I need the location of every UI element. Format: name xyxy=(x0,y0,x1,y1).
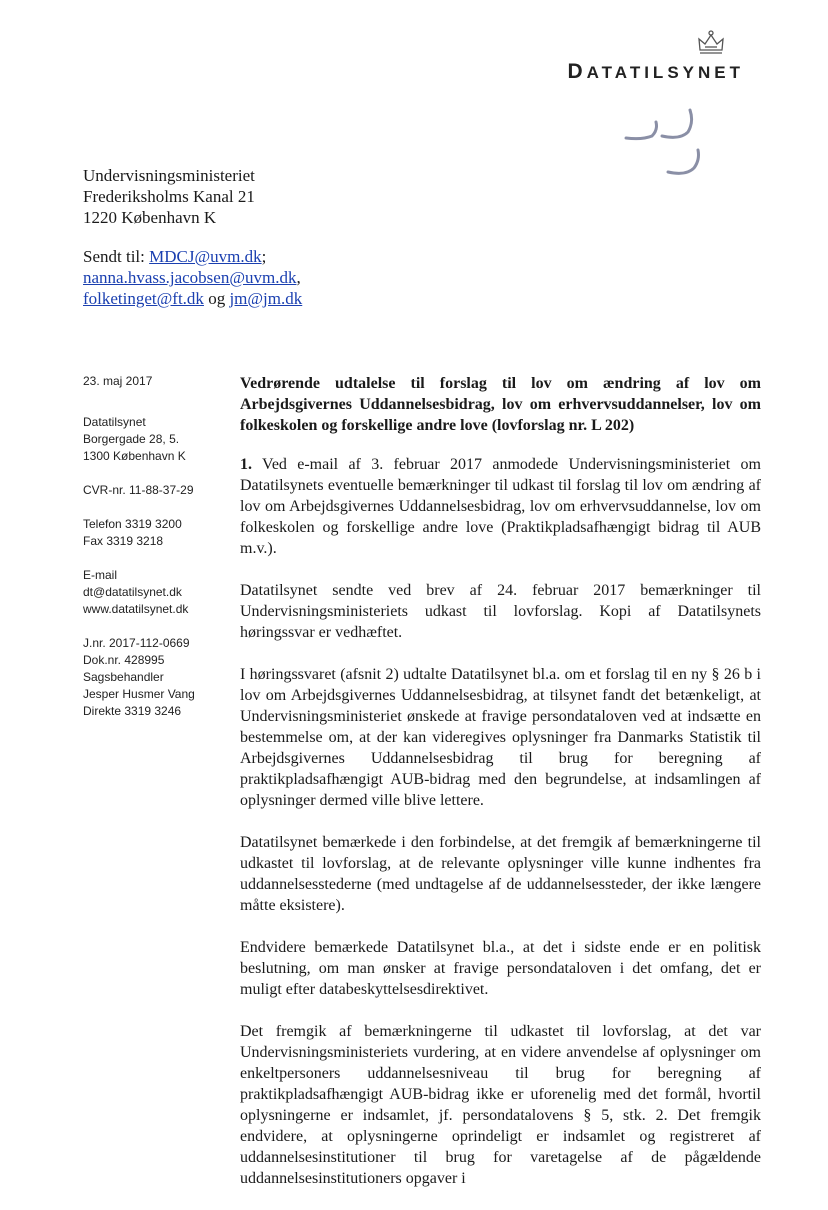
paragraph-1: 1. Ved e-mail af 3. februar 2017 anmodede Undervisningsministeriet om Datatilsynets eventuelle bemærkninger til udkast til forslag til lov om ændring af lov om Arbejdsgivernes Uddannelsesbidrag, lov om erhvervsuddannelse, lov om folkeskolen og forskellige andre love (Praktikpladsafhængigt bidrag til AUB m.v.). xyxy=(240,456,761,557)
org-city: 1300 København K xyxy=(83,449,186,463)
paragraph-2: Datatilsynet sendte ved brev af 24. februar 2017 bemærkninger til Undervisningsministeriets udkast til lovforslag. Kopi af Datatilsynets høringssvar er vedhæftet. xyxy=(240,582,761,641)
journal-number: J.nr. 2017-112-0669 xyxy=(83,636,190,650)
paragraph-4: Datatilsynet bemærkede i den forbindelse, at det fremgik af bemærkningerne til udkastet til lovforslag, at de relevante oplysninger ville kunne indhentes fra uddannelsesstederne (med undtagelse af de uddannelsessteder, der ikke længere måtte eksistere). xyxy=(240,834,761,914)
email-label: E-mail xyxy=(83,568,118,582)
sender-sidebar xyxy=(83,373,233,737)
paragraph-6: Det fremgik af bemærkningerne til udkastet til lovforslag, at det var Undervisningsministeriets vurdering, at en videre anvendelse af oplysninger om enkeltpersoners uddannelsesniveau til brug for beregning af praktikpladsafhængigt AUB-bidrag ikke er uforenelig med det formål, hvortil oplysningerne er indsamlet, jf. persondatalovens § 5, stk. 2. Det fremgik endvidere, at oplysningerne oprindeligt er indsamlet og registreret af uddannelsesinstitutioner til brug for varetagelse af de pågældende uddannelsesinstitutioners opgaver i xyxy=(240,1023,761,1187)
handler-label: Sagsbehandler xyxy=(83,670,164,684)
phone: Telefon 3319 3200 xyxy=(83,517,182,531)
recipient-city: 1220 København K xyxy=(83,208,217,227)
org-email: dt@datatilsynet.dk xyxy=(83,585,182,599)
cvr-number: CVR-nr. 11-88-37-29 xyxy=(83,483,194,497)
document-number: Dok.nr. 428995 xyxy=(83,653,165,667)
letter-body xyxy=(240,373,761,1210)
crown-icon xyxy=(696,30,726,56)
section-number: 1. xyxy=(240,456,252,473)
letter-title: Vedrørende udtalelse til forslag til lov om ændring af lov om Arbejdsgivernes Uddannelsesbidrag, lov om erhvervsuddannelser, lov om folkeskolen og forskellige andre love (lovforslag nr. L 202) xyxy=(240,375,761,434)
recipient-street: Frederiksholms Kanal 21 xyxy=(83,187,255,206)
letter-date: 23. maj 2017 xyxy=(83,374,153,388)
direct-phone: Direkte 3319 3246 xyxy=(83,704,182,718)
handler-name: Jesper Husmer Vang xyxy=(83,687,195,701)
org-name: Datatilsynet xyxy=(83,415,146,429)
letterhead-logo xyxy=(514,30,744,84)
sent-to: Sendt til: MDCJ@uvm.dk; nanna.hvass.jacobsen@uvm.dk, folketinget@ft.dk og jm@jm.dk xyxy=(83,247,303,308)
email-link-jm[interactable]: jm@jm.dk xyxy=(229,289,303,308)
pen-marks xyxy=(622,100,732,180)
recipient-address xyxy=(83,165,255,228)
paragraph-5: Endvidere bemærkede Datatilsynet bl.a., at det i sidste ende er en politisk beslutning, om man ønsker at fravige persondataloven i det omfang, det er muligt efter databeskyttelsesdirektivet. xyxy=(240,939,761,998)
recipient-name: Undervisningsministeriet xyxy=(83,166,255,185)
org-website: www.datatilsynet.dk xyxy=(83,602,189,616)
fax: Fax 3319 3218 xyxy=(83,534,164,548)
email-link-folketinget[interactable]: folketinget@ft.dk xyxy=(83,289,204,308)
email-link-nanna[interactable]: nanna.hvass.jacobsen@uvm.dk xyxy=(83,268,297,287)
email-link-mdcj[interactable]: MDCJ@uvm.dk xyxy=(149,247,262,266)
paragraph-3: I høringssvaret (afsnit 2) udtalte Datatilsynet bl.a. om et forslag til en ny § 26 b i lov om Arbejdsgivernes Uddannelsesbidrag, at tilsynet fandt det betænkeligt, at Undervisningsministeriet ønskede at fravige persondataloven ved at indsætte en bestemmelse om, at der kan videregives oplysninger fra Danmarks Statistik til Arbejdsgivernes Uddannelsesbidrag til brug for beregning af praktikpladsafhængigt AUB-bidrag med den begrundelse, at indsamlingen af oplysninger dermed ville blive lettere. xyxy=(240,666,761,809)
brand-name: DATATILSYNET xyxy=(567,60,744,83)
org-street: Borgergade 28, 5. xyxy=(83,432,180,446)
